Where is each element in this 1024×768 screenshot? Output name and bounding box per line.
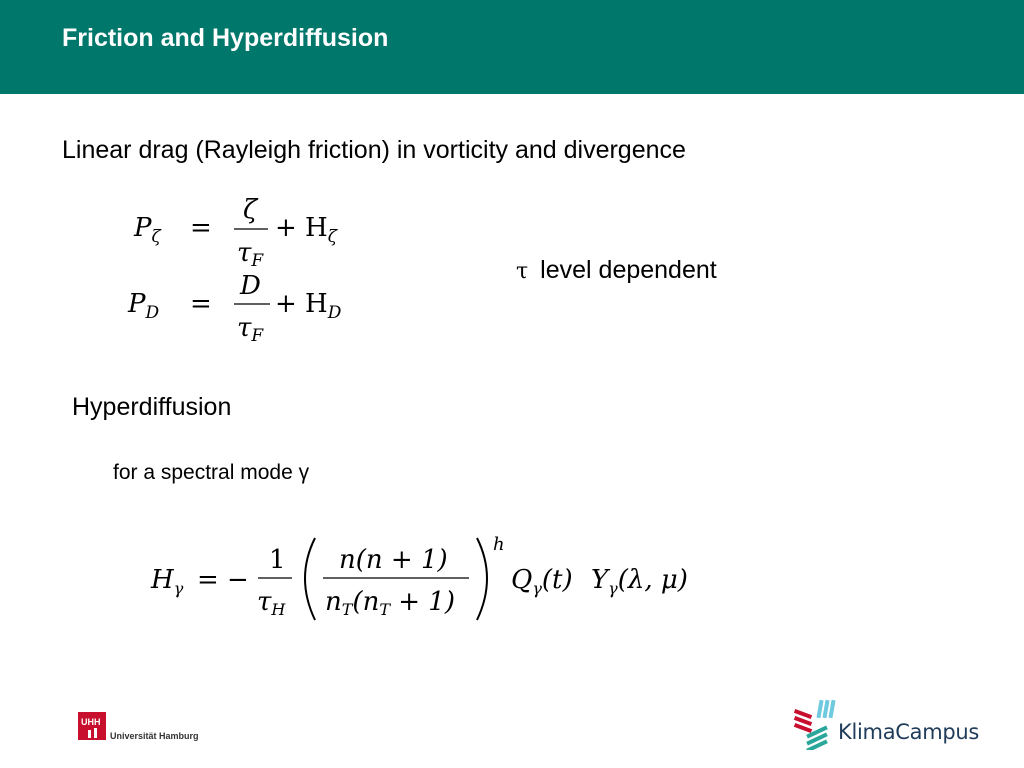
- hyperdiffusion-heading: Hyperdiffusion: [72, 393, 232, 421]
- eq1-rhs: + $H_\zeta$: [275, 213, 337, 247]
- eq3-frac2-den: nT(nT + 1): [325, 587, 455, 619]
- university-hamburg-label: Universität Hamburg: [110, 731, 199, 741]
- eq3-exponent: h: [493, 534, 505, 555]
- eq3-right-paren: [477, 538, 487, 620]
- eq3-lhs: $H_\gamma$: [151, 565, 184, 598]
- hyperdiffusion-subheading: for a spectral mode γ: [113, 461, 310, 484]
- friction-equations: [120, 190, 380, 350]
- eq3-y: $Y_\gamma(\lambda$, μ): [591, 565, 688, 598]
- eq3-frac2-num: n(n + 1): [339, 545, 448, 575]
- svg-text:UHH: UHH: [81, 717, 101, 727]
- eq1-num: ζ: [243, 195, 258, 225]
- eq1-den: τF: [237, 238, 264, 271]
- tau-note: [516, 256, 717, 285]
- eq2-num: D: [240, 271, 261, 301]
- klimacampus-label: KlimaCampus: [838, 720, 980, 744]
- eq1-equals: =: [190, 213, 212, 243]
- eq3-q: $Q_\gamma(t)$: [511, 565, 573, 598]
- eq2-den: τF: [237, 313, 264, 346]
- hyperdiffusion-equation: [145, 530, 705, 630]
- klimacampus-logo: [792, 698, 836, 755]
- eq2-lhs: $P_D$: [128, 289, 160, 323]
- eq2-rhs: + $H_D$: [275, 289, 342, 323]
- eq1-lhs: $P_\zeta$: [134, 213, 161, 247]
- klimacampus-mark-icon: [792, 698, 836, 750]
- slide-header: [0, 0, 1024, 94]
- eq2-equals: =: [190, 289, 212, 319]
- eq3-left-paren: [305, 538, 315, 620]
- section-subtitle: Linear drag (Rayleigh friction) in vorticity and divergence: [62, 136, 686, 164]
- tau-note-text: level dependent: [540, 256, 717, 284]
- eq3-frac1-den: τH: [257, 587, 286, 619]
- eq3-frac1-num: 1: [269, 545, 286, 575]
- tau-symbol: τ: [516, 259, 529, 284]
- uhh-mark-icon: [78, 712, 108, 742]
- university-hamburg-logo: [78, 712, 108, 747]
- slide-title: Friction and Hyperdiffusion: [62, 24, 389, 52]
- eq3-equals: = −: [197, 565, 249, 595]
